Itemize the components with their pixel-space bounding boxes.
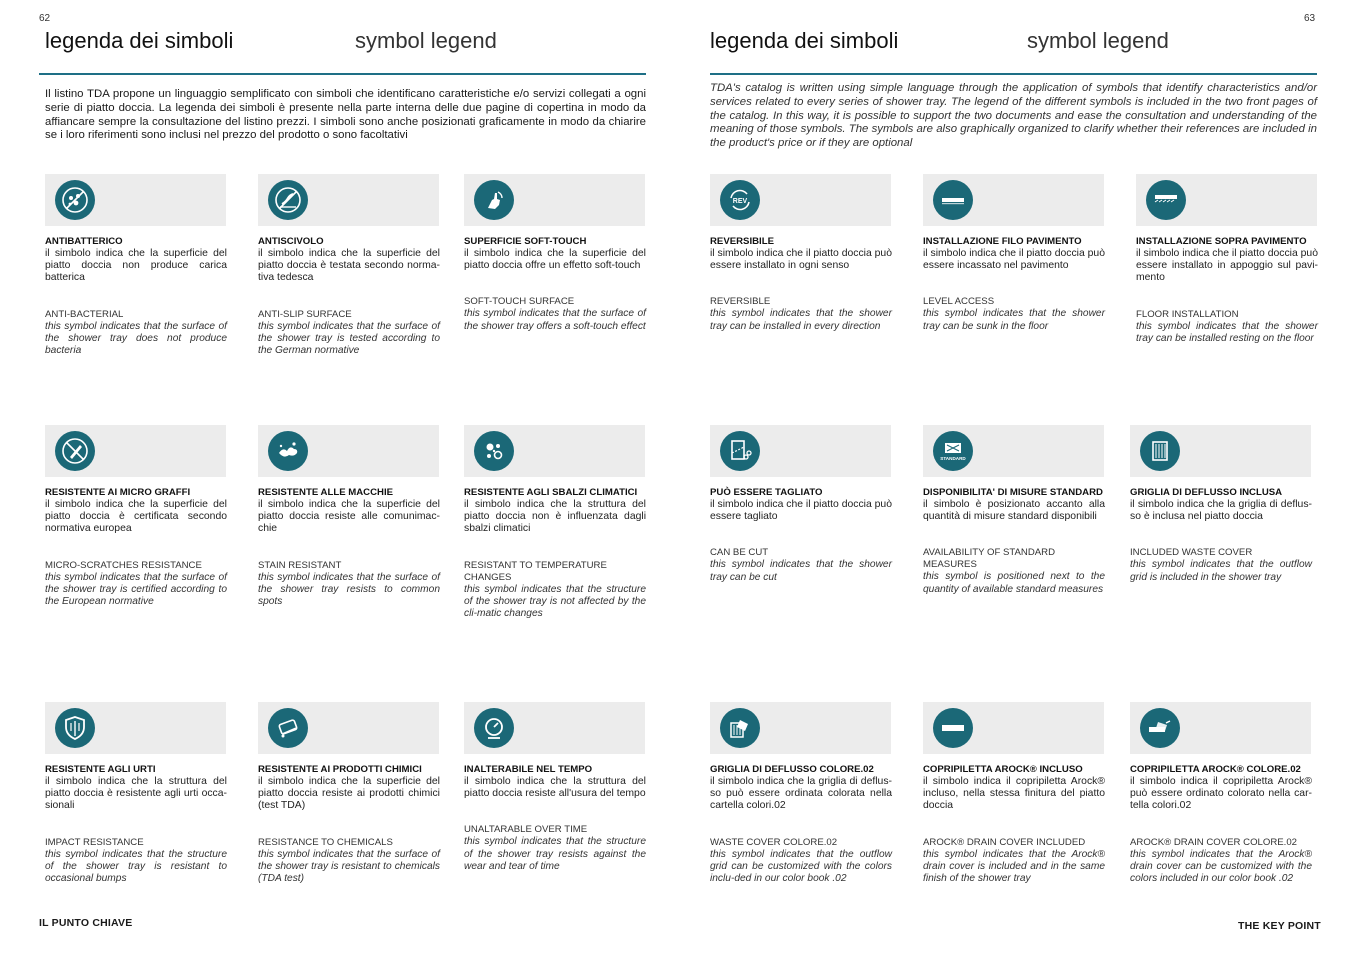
- symbol-card: [45, 702, 227, 885]
- symbol-title-en: RESISTANCE TO CHEMICALS: [258, 836, 393, 848]
- color-drain-cover-icon: [1140, 708, 1180, 748]
- symbol-desc-it: il simbolo indica che il piatto doccia può essere installato in ogni senso: [710, 248, 892, 272]
- symbol-card: [1130, 425, 1312, 584]
- symbol-card: [1130, 702, 1312, 885]
- icon-box: [464, 425, 645, 477]
- symbol-desc-it: il simbolo indica che la superficie del piatto doccia offre un effetto soft-touch: [464, 248, 646, 272]
- symbol-title-en: REVERSIBLE: [710, 296, 771, 308]
- symbol-desc-en: this symbol indicates that the surface of the shower tray offers a soft-touch effect: [464, 308, 646, 332]
- level-access-icon: [933, 180, 973, 220]
- symbol-title-en: AVAILABILITY OF STANDARD MEASURES: [923, 547, 1056, 571]
- footer-label: THE KEY POINT: [1238, 920, 1321, 932]
- symbol-desc-en: this symbol indicates that the surface of the shower tray is certified according to the European normative: [45, 571, 227, 608]
- icon-box: [1136, 174, 1317, 226]
- symbol-title-en: RESISTANT TO TEMPERATURE CHANGES: [464, 559, 607, 583]
- symbol-card: [258, 174, 440, 357]
- page-title-en: symbol legend: [355, 28, 497, 53]
- symbol-desc-it: il simbolo indica che la superficie del piatto doccia resiste alle comunimac-chie: [258, 499, 440, 535]
- symbol-title-en: UNALTARABLE OVER TIME: [464, 824, 588, 836]
- soft-touch-icon: [474, 180, 514, 220]
- symbol-desc-en: this symbol indicates that the outflow grid can be customized with the colors inclu-ded in our color book .02: [710, 848, 892, 885]
- symbol-title-en: WASTE COVER COLORE.02: [710, 836, 838, 848]
- symbol-card: [710, 425, 892, 584]
- symbol-card: [45, 174, 227, 357]
- symbol-title-en: FLOOR INSTALLATION: [1136, 308, 1239, 320]
- symbol-desc-en: this symbol is positioned next to the quantity of available standard measures: [923, 571, 1105, 595]
- icon-box: [710, 425, 891, 477]
- icon-box: [45, 425, 226, 477]
- climate-icon: [474, 431, 514, 471]
- symbol-desc-it: il simbolo indica che la struttura del piatto doccia non è influenzata dagli sbalzi climatici: [464, 499, 646, 535]
- symbol-desc-en: this symbol indicates that the structure of the shower tray is not affected by the cli-matic changes: [464, 583, 646, 620]
- symbol-desc-en: this symbol indicates that the structure of the shower tray resists against the wear and tear of time: [464, 836, 646, 872]
- symbol-desc-en: this symbol indicates that the Arock® drain cover is included and in the same finish of the shower tray: [923, 848, 1105, 885]
- symbol-card: [464, 425, 646, 620]
- symbol-desc-it: il simbolo indica che la griglia di deflus-so è inclusa nel piatto doccia: [1130, 499, 1312, 523]
- symbol-desc-it: il simbolo indica il copripiletta Arock® incluso, nella stessa finitura del piatto doccia: [923, 776, 1105, 812]
- symbol-card: [45, 425, 227, 608]
- right-page: [678, 0, 1356, 959]
- icon-box: [45, 702, 226, 754]
- symbol-title: GRIGLIA DI DEFLUSSO COLORE.02: [710, 764, 874, 775]
- intro-text: Il listino TDA propone un linguaggio semplificato con simboli che identificano caratteristiche e/o servizi collegati a ogni serie di piatto doccia. La legenda dei simboli è presente nella parte interna delle due pagine di copertina in modo da affiancare sempre la consultazione del listino prezzi. I simboli sono anche posizionati graficamente in modo da chiarire se i loro riferimenti sono inclusi nel prezzo del prodotto o sono facoltativi: [45, 88, 646, 142]
- symbol-desc-en: this symbol indicates that the surface of the shower tray resists to common spots: [258, 571, 440, 608]
- symbol-title: INSTALLAZIONE SOPRA PAVIMENTO: [1136, 236, 1307, 247]
- symbol-title-en: INCLUDED WASTE COVER: [1130, 547, 1253, 559]
- symbol-card: [710, 174, 892, 333]
- symbol-card: [923, 702, 1105, 885]
- symbol-card: [258, 702, 440, 885]
- symbol-desc-it: il simbolo è posizionato accanto alla quantità di misure standard disponibili: [923, 499, 1105, 523]
- icon-box: [923, 174, 1104, 226]
- symbol-card: [464, 702, 646, 873]
- symbol-card: [923, 174, 1105, 333]
- icon-box: [464, 174, 645, 226]
- cut-icon: [720, 431, 760, 471]
- page-title-en: symbol legend: [1027, 28, 1169, 53]
- symbol-title: ANTISCIVOLO: [258, 236, 324, 247]
- icon-box: [1130, 702, 1311, 754]
- symbol-desc-en: this symbol indicates that the shower tray can be installed resting on the floor: [1136, 320, 1318, 344]
- intro-text: TDA's catalog is written using simple language through the application of symbols that identify characteristics and/or services related to every series of shower tray. The legend of the different symbols is included in the two front pages of the catalog. In this way, it is possible to support the two documents and ease the consultation and understanding of the meaning of those symbols. The symbols are also graphically organized to clarify whether their references are included in the product's price or if they are optional: [710, 82, 1317, 150]
- symbol-title: RESISTENTE AI PRODOTTI CHIMICI: [258, 764, 422, 775]
- symbol-desc-it: il simbolo indica che la superficie del piatto doccia resiste ai prodotti chimici (test TDA): [258, 776, 440, 812]
- icon-box: [258, 702, 439, 754]
- symbol-card: [464, 174, 646, 333]
- icon-box: [258, 174, 439, 226]
- symbol-title-en: MICRO-SCRATCHES RESISTANCE: [45, 559, 202, 571]
- symbol-desc-it: il simbolo indica che la superficie del piatto doccia non produce carica batterica: [45, 248, 227, 284]
- symbol-desc-it: il simbolo indica che la superficie del piatto doccia è certificata secondo normativa europea: [45, 499, 227, 535]
- symbol-desc-en: this symbol indicates that the outflow grid is included in the shower tray: [1130, 559, 1312, 583]
- floor-installation-icon: [1146, 180, 1186, 220]
- shield-icon: [55, 708, 95, 748]
- symbol-title: COPRIPILETTA AROCK® COLORE.02: [1130, 764, 1301, 775]
- anti-slip-icon: [268, 180, 308, 220]
- symbol-title: RESISTENTE AI MICRO GRAFFI: [45, 487, 191, 498]
- symbol-title-en: ANTI-BACTERIAL: [45, 308, 124, 320]
- micro-scratch-icon: [55, 431, 95, 471]
- symbol-title-en: CAN BE CUT: [710, 547, 769, 559]
- page-number: 62: [39, 13, 51, 24]
- symbol-title: COPRIPILETTA AROCK® INCLUSO: [923, 764, 1083, 775]
- symbol-title: ANTIBATTERICO: [45, 236, 123, 247]
- icon-box: [710, 174, 891, 226]
- page-title-it: legenda dei simboli: [45, 28, 234, 53]
- symbol-desc-en: this symbol indicates that the shower tray can be installed in every direction: [710, 308, 892, 332]
- symbol-title-en: AROCK® DRAIN COVER COLORE.02: [1130, 836, 1298, 848]
- grid-icon: [1140, 431, 1180, 471]
- reversible-icon: [720, 180, 760, 220]
- symbol-title: INSTALLAZIONE FILO PAVIMENTO: [923, 236, 1082, 247]
- divider: [710, 73, 1317, 75]
- divider: [39, 73, 646, 75]
- symbol-title-en: SOFT-TOUCH SURFACE: [464, 296, 575, 308]
- icon-box: [464, 702, 645, 754]
- symbol-card: [1136, 174, 1318, 345]
- symbol-desc-en: this symbol indicates that the surface of the shower tray is tested according to the German normative: [258, 320, 440, 357]
- symbol-desc-en: this symbol indicates that the shower tray can be sunk in the floor: [923, 308, 1105, 332]
- icon-box: [923, 702, 1104, 754]
- symbol-desc-en: this symbol indicates that the Arock® drain cover can be customized with the colors included in our color book .02: [1130, 848, 1312, 885]
- symbol-title-en: LEVEL ACCESS: [923, 296, 995, 308]
- symbol-desc-it: il simbolo indica che il piatto doccia può essere installato in appoggio sul pavi-mento: [1136, 248, 1318, 284]
- symbol-desc-en: this symbol indicates that the shower tray can be cut: [710, 559, 892, 583]
- symbol-title: INALTERABILE NEL TEMPO: [464, 764, 593, 775]
- color-grid-icon: [720, 708, 760, 748]
- timer-icon: [474, 708, 514, 748]
- symbol-title-en: ANTI-SLIP SURFACE: [258, 308, 352, 320]
- symbol-desc-it: il simbolo indica che la struttura del piatto doccia è resistente agli urti occa-sionali: [45, 776, 227, 812]
- symbol-title-en: STAIN RESISTANT: [258, 559, 342, 571]
- icon-box: [1130, 425, 1311, 477]
- symbol-title-en: AROCK® DRAIN COVER INCLUDED: [923, 836, 1086, 848]
- drain-cover-icon: [933, 708, 973, 748]
- symbol-title: GRIGLIA DI DEFLUSSO INCLUSA: [1130, 487, 1283, 498]
- page-title-it: legenda dei simboli: [710, 28, 899, 53]
- symbol-desc-en: this symbol indicates that the surface of the shower tray is resistant to chemicals (TDA test): [258, 848, 440, 885]
- stain-icon: [268, 431, 308, 471]
- chemical-icon: [268, 708, 308, 748]
- icon-box: [923, 425, 1104, 477]
- icon-box: [258, 425, 439, 477]
- icon-box: [710, 702, 891, 754]
- symbol-desc-it: il simbolo indica che il piatto doccia può essere incassato nel pavimento: [923, 248, 1105, 272]
- symbol-title: RESISTENTE ALLE MACCHIE: [258, 487, 394, 498]
- symbol-desc-it: il simbolo indica il copripiletta Arock® può essere ordinato colorato nella car-tella colori.02: [1130, 776, 1312, 812]
- rev-label: REV: [732, 198, 748, 205]
- footer-label: IL PUNTO CHIAVE: [39, 917, 133, 929]
- symbol-title: SUPERFICIE SOFT-TOUCH: [464, 236, 587, 247]
- symbol-title: RESISTENTE AGLI URTI: [45, 764, 156, 775]
- icon-box: [45, 174, 226, 226]
- page-number: 63: [1304, 13, 1316, 24]
- symbol-desc-en: this symbol indicates that the surface of the shower tray does not produce bacteria: [45, 320, 227, 357]
- symbol-title: REVERSIBILE: [710, 236, 774, 247]
- symbol-title: PUÒ ESSERE TAGLIATO: [710, 487, 823, 498]
- symbol-title: DISPONIBILITA' DI MISURE STANDARD: [923, 487, 1103, 498]
- symbol-card: [710, 702, 892, 885]
- symbol-desc-it: il simbolo indica che il piatto doccia può essere tagliato: [710, 499, 892, 523]
- standard-label: STANDARD: [940, 456, 966, 461]
- symbol-title: RESISTENTE AGLI SBALZI CLIMATICI: [464, 487, 638, 498]
- symbol-desc-it: il simbolo indica che la struttura del piatto doccia resiste all'usura del tempo: [464, 776, 646, 800]
- symbol-desc-it: il simbolo indica che la superficie del piatto doccia è testata secondo norma-tiva tedesca: [258, 248, 440, 284]
- symbol-title-en: IMPACT RESISTANCE: [45, 836, 144, 848]
- standard-measures-icon: [933, 431, 973, 471]
- symbol-card: [258, 425, 440, 608]
- symbol-desc-it: il simbolo indica che la griglia di deflus-so può essere ordinata colorata nella cartella colori.02: [710, 776, 892, 812]
- antibacterial-icon: [55, 180, 95, 220]
- symbol-card: [923, 425, 1105, 596]
- symbol-desc-en: this symbol indicates that the structure of the shower tray is resistant to occasional bumps: [45, 848, 227, 885]
